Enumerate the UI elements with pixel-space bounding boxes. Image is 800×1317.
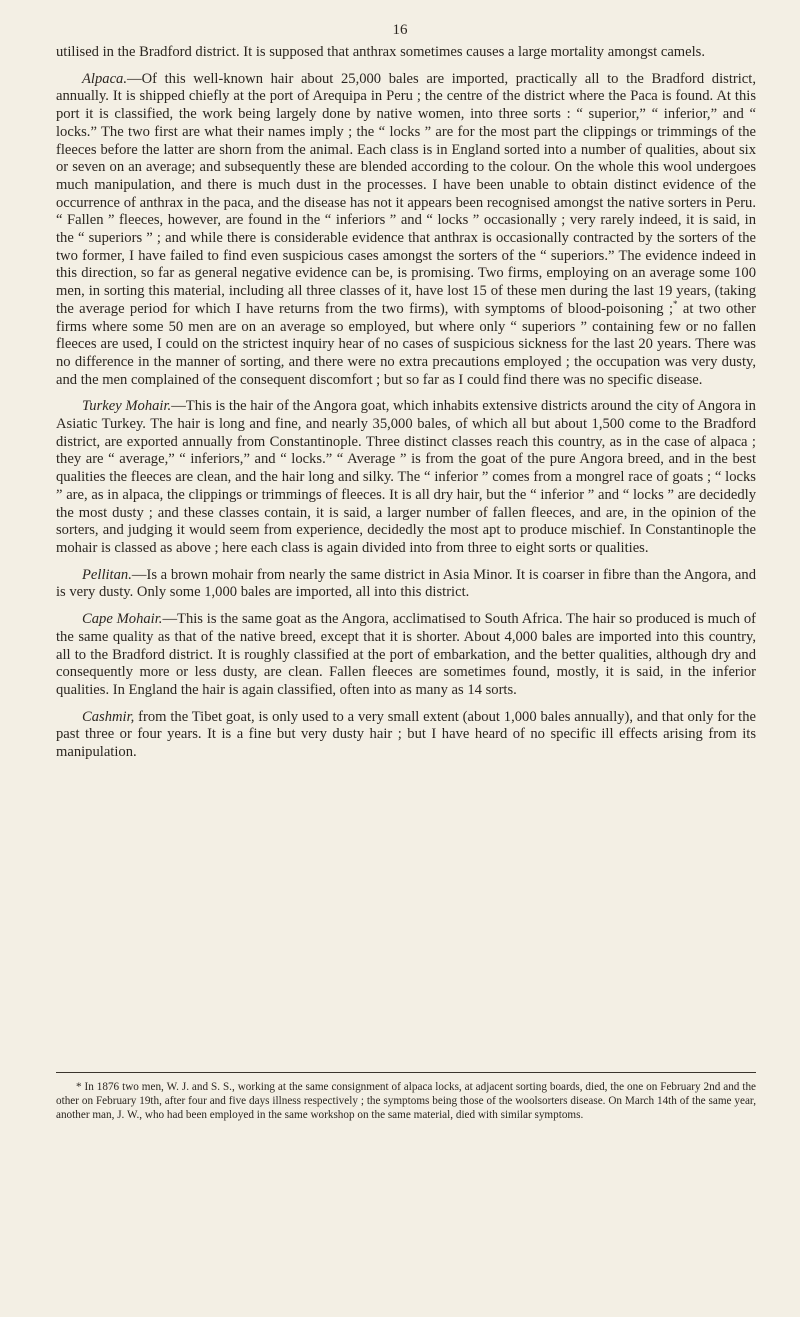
- paragraph-text: from the Tibet goat, is only used to a very small extent (about 1,000 bales annually), and that only for the past three or four years. It is a fine but very dusty hair ; but I have heard of no specific ill effects arising from its manipulation.: [56, 708, 756, 761]
- footnote-divider: [56, 1072, 756, 1073]
- page-number: 16: [392, 22, 408, 38]
- footnote: [56, 1080, 756, 1122]
- section-heading-turkey-mohair: Turkey Mohair.: [82, 398, 172, 415]
- paragraph-text: utilised in the Bradford district. It is supposed that anthrax sometimes causes a large mortality amongst camels.: [56, 44, 706, 60]
- paragraph-cashmir: [56, 709, 756, 762]
- paragraph-alpaca: [56, 71, 756, 390]
- section-heading-cape-mohair: Cape Mohair.: [82, 611, 163, 628]
- body-text: [56, 44, 756, 771]
- paragraph-text: —Of this well-known hair about 25,000 bales are imported, practically all to the Bradford district, annually. It is shipped chiefly at the port of Arequipa in Peru ; the centre of the district where the Paca is found. At this port it is classified, the work being largely done by native women, into three sorts : “ superior,” “ inferior,” and “ locks.” The two first are what their names imply ; the “ locks ” are for the most part the clippings or trimmings of the fleeces before the latter are shorn from the animal. Each class is in England sorted into a number of qualities, about six or seven on an average; and subsequently these are blended according to the colour. On the whole this wool undergoes much manipulation, and there is much dust in the processes. I have been unable to obtain distinct evidence of the occurrence of anthrax in the paca, and the disease has not it appears been recognised amongst the native sorters in Peru. “ Fallen ” fleeces, however, are found in the “ inferiors ” and “ locks ” occasionally ; very rarely indeed, it is said, in the “ superiors ” ; and while there is considerable evidence that anthrax is occasionally contracted by the sorters of the two former, I have failed to find even suspicious cases amongst the sorters of the “ superiors.” The evidence indeed in this direction, so far as general negative evidence can be, is promising. Two firms, employing on an average some 100 men, in sorting this material, including all three classes of it, have lost 15 of these men during the last 19 years, (taking the average period for which I have returns from the two firms), with symptoms of blood-poisoning ;: [56, 70, 756, 317]
- paragraph-text: —This is the hair of the Angora goat, which inhabits extensive districts around the city of Angora in Asiatic Turkey. The hair is long and fine, and nearly 35,000 bales, of which all but about 1,500 come to the Bradford district, are exported annually from Constantinople. Three distinct classes reach this country, as in the case of alpaca ; they are “ average,” “ inferiors,” and “ locks.” “ Average ” is from the goat of the pure Angora breed, and in the best qualities the fleeces are clean, and the hair long and silky. The “ inferior ” comes from a mongrel race of goats ; “ locks ” are, as in alpaca, the clippings or trimmings of fleeces. It is all dry hair, but the “ inferior ” and “ locks ” are decidedly the most dusty ; and these classes contain, it is said, a larger number of fallen fleeces, and are, in the opinion of the sorters, and judging it would seem from experience, decidedly the most apt to produce mischief. In Constantinople the mohair is classed as above ; here each class is again divided into from three to eight sorts or qualities.: [56, 398, 756, 556]
- section-heading-pellitan: Pellitan.: [82, 566, 132, 583]
- paragraph-cape-mohair: [56, 611, 756, 700]
- footnote-text: In 1876 two men, W. J. and S. S., working at the same consignment of alpaca locks, at adjacent sorting boards, died, the one on February 2nd and the other on February 19th, after four and five days illness respectively ; the symptoms being those of the woolsorters disease. On March 14th of the same year, another man, J. W., who had been employed in the same workshop on the same material, died with similar symptoms.: [56, 1081, 756, 1121]
- paragraph-text: —Is a brown mohair from nearly the same district in Asia Minor. It is coarser in fibre than the Angora, and is very dusty. Only some 1,000 bales are imported, all into this district.: [56, 566, 756, 601]
- section-heading-cashmir: Cashmir,: [82, 708, 135, 725]
- footnote-marker: *: [76, 1081, 82, 1093]
- section-heading-alpaca: Alpaca.: [82, 70, 127, 87]
- paragraph-pellitan: [56, 567, 756, 602]
- footnote-marker: *: [673, 298, 678, 309]
- paragraph-continuation: [56, 44, 756, 62]
- paragraph-text-continued: at two other firms where some 50 men are on an average so employed, but where only “ superiors ” containing few or no fallen fleeces are used, I could on the strictest inquiry hear of no cases of suspicious sickness for the last 20 years. There was no difference in the manner of sorting, and there were no extra precautions employed ; the occupation was very dusty, and the men complained of the consequent discomfort ; but so far as I could find there was no specific disease.: [56, 300, 757, 388]
- paragraph-turkey-mohair: [56, 398, 756, 557]
- paragraph-text: —This is the same goat as the Angora, acclimatised to South Africa. The hair so produced is much of the same quality as that of the native breed, except that it is shorter. About 4,000 bales are imported into this country, all to the Bradford district. It is roughly classified at the port of embarkation, and the better qualities, although dry and consequently more or less dusty, are clean. Fallen fleeces are sometimes found, mostly, it is said, in the inferior qualities. In England the hair is again classified, often into as many as 14 sorts.: [56, 611, 757, 698]
